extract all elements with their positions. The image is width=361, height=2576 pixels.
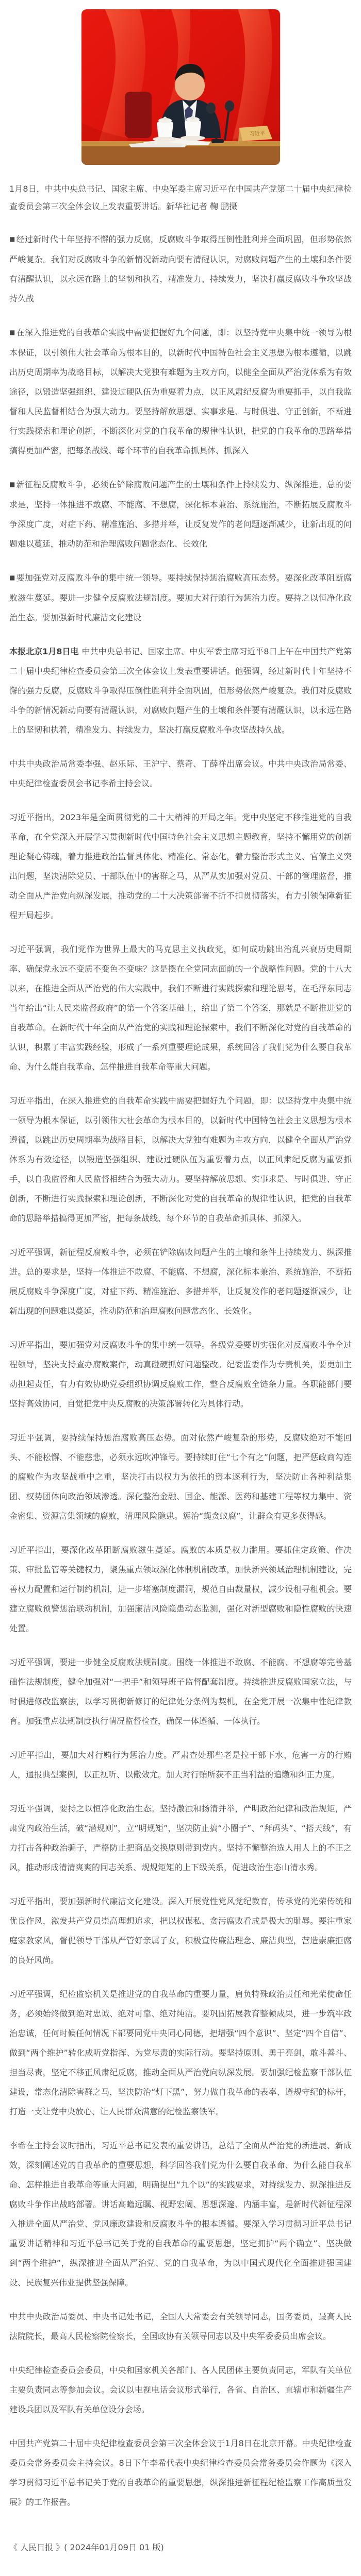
highlight-paragraph [9, 323, 352, 461]
body-paragraph [9, 642, 352, 740]
paragraph-text: 习近平指出，要加强新时代廉洁文化建设。深入开展党性党风党纪教育，传承党的光荣传统和优良作风，激发共产党员崇高理想追求，把以权谋私、贪污腐败看成是极大的耻辱。要注重家庭家教家风，督促领导干部从严管好亲属子女，积极宣传廉洁理念、廉洁典型，营造崇廉拒腐的良好风尚。 [9, 1896, 352, 1965]
body-paragraph [9, 2136, 352, 2293]
bullet-square-icon: ■ [9, 481, 15, 488]
bullet-square-icon: ■ [9, 574, 15, 581]
highlight-text: 在深入推进党的自我革命实践中需要把握好九个问题，即：以坚持党中央集中统一领导为根本保证，以引领伟大社会革命为根本目的，以新时代中国特色社会主义思想为根本遵循，以跳出历史周期率为战略目标，以解决大党独有难题为主攻方向，以健全全面从严治党体系为有效途径，以锻造坚强组织、建设过硬队伍为重要着力点，以正风肃纪反腐为重要抓手，以自我监督和人民监督相结合为强大动力。要坚持解放思想、实事求是、与时俱进、守正创新，不断进行实践探索和理论创新，不断深化对党的自我革命的规律性认识，把党的自我革命的思路举措搞得更加严密，把每条战线、每个环节的自我革命抓具体、抓深入 [9, 328, 352, 455]
highlight-paragraph [9, 475, 352, 554]
paragraph-text: 中共中央总书记、国家主席、中央军委主席习近平8日上午在中国共产党第二十届中央纪律检查委员会第三次全体会议上发表重要讲话。他强调，经过新时代十年坚持不懈的强力反腐，反腐败斗争取得压倒性胜利并全面巩固，但形势依然严峻复杂。我们对反腐败斗争的新情况新动向要有清醒认识，对腐败问题产生的土壤和条件要有清醒认识，以永远在路上的坚韧和执着，精准发力、持续发力，坚决打赢反腐败斗争攻坚战持久战。 [9, 647, 352, 735]
body-paragraph [9, 1892, 352, 1970]
paragraph-text: 习近平指出，要深化改革阻断腐败滋生蔓延。腐败的本质是权力滥用。要抓住定政策、作决策、审批监管等关键权力，聚焦重点领域深化体制机制改革，加快新兴领域治理机制建设，完善权力配置和运行制约机制，进一步堵塞制度漏洞，规范自由裁量权，减少设租寻租机会。要建立腐败预警惩治联动机制，加强廉洁风险隐患动态监测，强化对新型腐败和隐性腐败的快速处置。 [9, 1545, 352, 1633]
highlight-text: 新征程反腐败斗争，必须在铲除腐败问题产生的土壤和条件上持续发力、纵深推进。总的要求是，坚持一体推进不敢腐、不能腐、不想腐，深化标本兼治、系统施治，不断拓展反腐败斗争深度广度，对症下药、精准施治、多措并举，让反复发作的老问题逐渐减少，让新出现的问题难以蔓延，推动防范和治理腐败问题常态化、长效化 [9, 480, 352, 549]
body-paragraph [9, 1091, 352, 1228]
article-photo [81, 9, 280, 165]
paragraph-text: 习近平指出，要加大对行贿行为惩治力度。严肃查处那些老是拉干部下水、危害一方的行贿人，通报典型案例，以正视听、以儆效尤。加大对行贿所获不正当利益的追缴和纠正力度。 [9, 1750, 352, 1780]
body-paragraph [9, 1985, 352, 2122]
body-paragraph [9, 1799, 352, 1877]
paragraph-text: 李希在主持会议时指出，习近平总书记发表的重要讲话，总结了全面从严治党的新进展、新成效，深刻阐述党的自我革命的重要思想，科学回答我们党为什么要自我革命、为什么能自我革命、怎样推进自我革命等重大问题，明确提出“九个以”的实践要求，对持续发力、纵深推进反腐败斗争作出战略部署。讲话高瞻远瞩、视野宏阔、思想深邃、内涵丰富，是新时代新征程深入推进全面从严治党、党风廉政建设和反腐败斗争的根本遵循。要深入学习贯彻习近平总书记重要讲话精神和习近平总书记关于党的自我革命的重要思想，坚定拥护“两个确立”、坚决做到“两个维护”，纵深推进全面从严治党、党的自我革命，为以中国式现代化全面推进强国建设、民族复兴伟业提供坚强保障。 [9, 2141, 352, 2287]
source-line: 《 人民日报 》( 2024年01月09日 01 版) [9, 2543, 164, 2552]
highlight-paragraph [9, 230, 352, 309]
highlight-text: 要加强党对反腐败斗争的集中统一领导。要持续保持惩治腐败高压态势。要深化改革阻断腐败滋生蔓延。要进一步健全反腐败法规制度。要加大对行贿行为惩治力度。要持之以恒净化政治生态。要加强新时代廉洁文化建设 [9, 573, 352, 622]
paragraph-text: 中共中央政治局委员、中央书记处书记，全国人大常委会有关领导同志，国务委员，最高人民法院院长，最高人民检察院检察长，全国政协有关领导同志以及中央军委委员出席会议。 [9, 2312, 352, 2341]
body-paragraph [9, 1653, 352, 1731]
paragraph-text: 习近平强调，要持之以恒净化政治生态。坚持激浊和扬清并举，严明政治纪律和政治规矩，严肃党内政治生活，破“潜规则”，立“明规矩”，坚决防止搞“小圈子”、“拜码头”、“搭天线”，有力打击各种政治骗子，严格防止把商品交换原则带到党内。坚持不懈整治选人用人上的不正之风，推动形成清清爽爽的同志关系、规规矩矩的上下级关系，促进政治生态山清水秀。 [9, 1804, 352, 1872]
body-paragraph [9, 808, 352, 925]
body-paragraph [9, 2307, 352, 2346]
bullet-square-icon: ■ [9, 235, 15, 243]
paragraph-text: 中国共产党第二十届中央纪律检查委员会第三次全体会议于1月8日在北京开幕。中央纪律检查委员会常务委员会主持会议。8日下午李希代表中央纪律检查委员会常务委员会作题为《深入学习贯彻习近平总书记关于党的自我革命的重要思想，纵深推进新征程纪检监察工作高质量发展》的工作报告。 [9, 2438, 352, 2507]
paragraph-text: 习近平强调，纪检监察机关是推进党的自我革命的重要力量，肩负特殊政治责任和光荣使命任务，必须始终做到绝对忠诚、绝对可靠、绝对纯洁。要巩固拓展教育整顿成果，进一步筑牢政治忠诚，任何时候任何情况下都要同党中央同心同德，把增强“四个意识”、坚定“四个自信”、做到“两个维护”转化成听党指挥、为党尽责的实际行动。要坚持原则、勇于亮剑，敢斗善斗、担当尽责，坚定不移正风肃纪反腐，推动全面从严治党向纵深发展。要加强纪检监察干部队伍建设，常态化清除害群之马，坚决防治“灯下黑”，努力做自我革命的表率、遵规守纪的标杆，打造一支让党中央放心、让人民群众满意的纪检监察铁军。 [9, 1989, 352, 2116]
photo-illustration [81, 9, 280, 165]
highlights-section [9, 230, 352, 628]
dateline-lead: 本报北京1月8日电 [9, 647, 79, 656]
body-paragraph [9, 2434, 352, 2512]
name-placard-icon [238, 126, 272, 141]
body-paragraph [9, 1428, 352, 1526]
body-paragraph [9, 940, 352, 1077]
paragraph-text: 习近平指出，在深入推进党的自我革命实践中需要把握好九个问题，即：以坚持党中央集中统一领导为根本保证，以引领伟大社会革命为根本目的，以新时代中国特色社会主义思想为根本遵循，以跳出历史周期率为战略目标，以解决大党独有难题为主攻方向，以健全全面从严治党体系为有效途径，以锻造坚强组织、建设过硬队伍为重要着力点，以正风肃纪反腐为重要抓手，以自我监督和人民监督相结合为强大动力。要坚持解放思想、实事求是、与时俱进、守正创新，不断进行实践探索和理论创新，不断深化对党的自我革命的规律性认识，把党的自我革命的思路举措搞得更加严密，把每条战线、每个环节的自我革命抓具体、抓深入。 [9, 1096, 352, 1223]
body-paragraph [9, 1335, 352, 1414]
paragraph-text: 习近平指出，2023年是全面贯彻党的二十大精神的开局之年。党中央坚定不移推进党的自我革命，在全党深入开展学习贯彻新时代中国特色社会主义思想主题教育，坚持不懈用党的创新理论凝心铸魂，着力推进政治监督具体化、精准化、常态化，着力整治形式主义、官僚主义突出问题，坚决清除党员、干部队伍中的害群之马，从严从实加强对党员、干部的管理监督，推动全面从严治党向纵深发展，推动党的二十大决策部署不折不扣贯彻落实，有力引领保障新征程开局起步。 [9, 812, 352, 920]
placard-text: 习近平 [249, 130, 265, 137]
paragraph-text: 习近平指出，要加强党对反腐败斗争的集中统一领导。各级党委要切实强化对反腐败斗争全过程领导，坚决支持查办腐败案件，动真碰硬抓好问题整改。纪委监委作为专责机关，要更加主动担起责任，有力有效协助党委组织协调反腐败工作，整合反腐败全链条力量。各职能部门要坚持高效协同，自觉把党中央反腐败的决策部署转化为具体行动。 [9, 1340, 352, 1409]
body-paragraph [9, 1540, 352, 1638]
body-paragraph [9, 754, 352, 793]
paragraph-text: 中共中央政治局常委李强、赵乐际、王沪宁、蔡奇、丁薛祥出席会议。中共中央政治局常委、中央纪律检查委员会书记李希主持会议。 [9, 759, 352, 788]
article-body [9, 642, 352, 2512]
paragraph-text: 习近平强调，我们党作为世界上最大的马克思主义执政党，如何成功跳出治乱兴衰历史周期率、确保党永远不变质不变色不变味？这是摆在全党同志面前的一个战略性问题。党的十八大以来，在推进全面从严治党的伟大实践中，我们不断进行实践探索和理论思考，在毛泽东同志当年给出“让人民来监督政府”的第一个答案基础上，给出了第二个答案，那就是不断推进党的自我革命。在新时代十年全面从严治党的实践和理论探索中，我们不断深化对党的自我革命的认识，积累了丰富实践经验，形成了一系列重要理论成果，系统回答了我们党为什么要自我革命、为什么能自我革命、怎样推进自我革命等重大问题。 [9, 944, 352, 1072]
paragraph-text: 习近平强调，新征程反腐败斗争，必须在铲除腐败问题产生的土壤和条件上持续发力、纵深推进。总的要求是，坚持一体推进不敢腐、不能腐、不想腐，深化标本兼治、系统施治，不断拓展反腐败斗争深度广度，对症下药、精准施治、多措并举，让反复发作的老问题逐渐减少，让新出现的问题难以蔓延，推动防范和治理腐败问题常态化、长效化。 [9, 1247, 352, 1316]
body-paragraph [9, 1745, 352, 1785]
body-paragraph [9, 2361, 352, 2419]
bullet-square-icon: ■ [9, 329, 15, 336]
chair-icon [125, 92, 152, 138]
paragraph-text: 习近平强调，要进一步健全反腐败法规制度。围绕一体推进不敢腐、不能腐、不想腐等完善基础性法规制度，健全加强对“一把手”和领导班子监督配套制度。持续推进反腐败国家立法，与时俱进修改监察法，以学习贯彻新修订的纪律处分条例为契机，在全党开展一次集中性纪律教育。加强重点法规制度执行情况监督检查，确保一体遵循、一体执行。 [9, 1657, 352, 1726]
photo-caption: 1月8日，中共中央总书记、国家主席、中央军委主席习近平在中国共产党第二十届中央纪律检查委员会第三次全体会议上发表重要讲话。新华社记者 鞠 鹏摄 [9, 184, 352, 211]
body-paragraph [9, 1243, 352, 1321]
paragraph-text: 中央纪律检查委员会委员，中央和国家机关各部门、各人民团体主要负责同志，军队有关单位主要负责同志等参加会议。会议以电视电话会议形式举行，各省、自治区、直辖市和新疆生产建设兵团以及军队有关单位设分会场。 [9, 2365, 352, 2414]
highlight-text: 经过新时代十年坚持不懈的强力反腐，反腐败斗争取得压倒性胜利并全面巩固，但形势依然严峻复杂。我们对反腐败斗争的新情况新动向要有清醒认识，对腐败问题产生的土壤和条件要有清醒认识，以永远在路上的坚韧和执着，精准发力、持续发力，坚决打赢反腐败斗争攻坚战持久战 [9, 234, 352, 303]
highlight-paragraph [9, 568, 352, 628]
paragraph-text: 习近平强调，要持续保持惩治腐败高压态势。面对依然严峻复杂的形势，反腐败绝对不能回头、不能松懈、不能慈悲，必须永远吹冲锋号。要持续盯住“七个有之”问题，把严惩政商勾连的腐败作为攻坚战重中之重，坚决打击以权力为依托的资本逐利行为，坚决防止各种利益集团、权势团体向政治领域渗透。深化整治金融、国企、能源、医药和基建工程等权力集中、资金密集、资源富集领域的腐败，清理风险隐患。惩治“蝇贪蚁腐”，让群众有更多获得感。 [9, 1433, 352, 1521]
